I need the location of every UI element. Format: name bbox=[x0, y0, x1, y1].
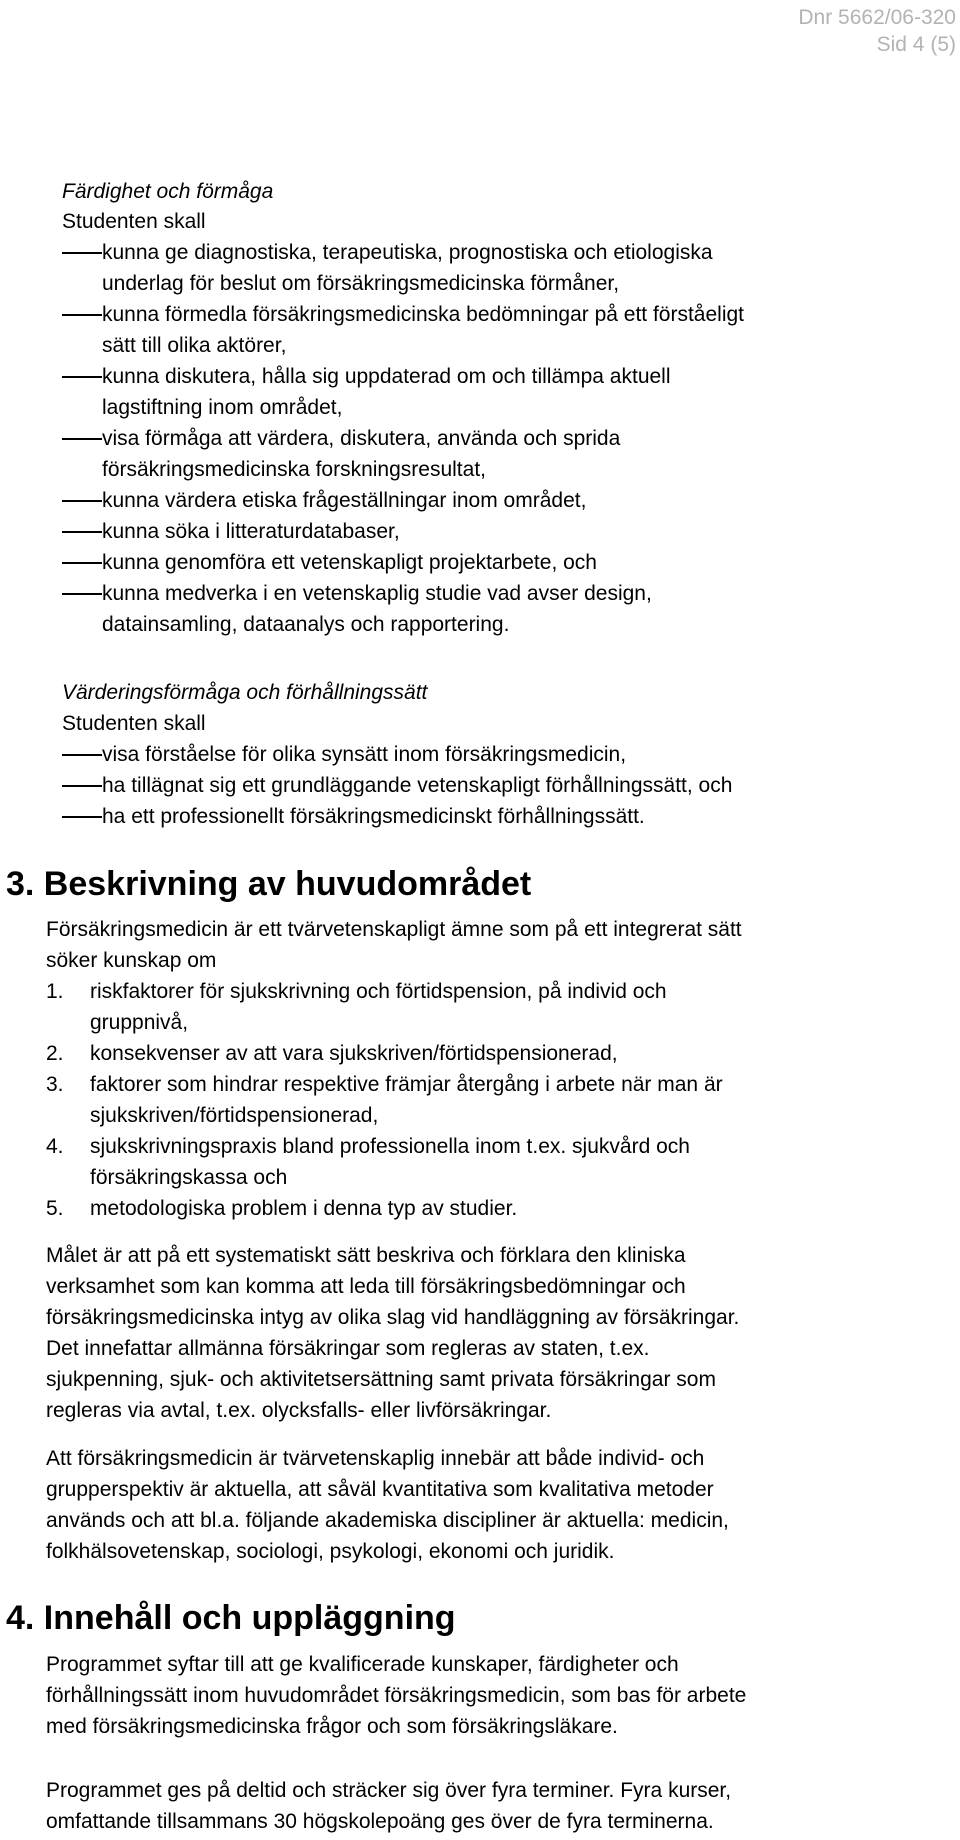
skill-item-3-line-2: lagstiftning inom området, bbox=[102, 396, 343, 419]
bullet-dash bbox=[62, 314, 102, 316]
bullet-dash bbox=[62, 754, 102, 756]
skill-item-4-line-2: försäkringsmedicinska forskningsresultat, bbox=[102, 458, 486, 481]
skill-item-5: kunna värdera etiska frågeställningar inom området, bbox=[102, 489, 587, 512]
section-3-para-2-line-4: folkhälsovetenskap, sociologi, psykologi, ekonomi och juridik. bbox=[46, 1540, 615, 1563]
skill-item-2-line-1: kunna förmedla försäkringsmedicinska bedömningar på ett förståeligt bbox=[102, 303, 745, 326]
skill-item-1-line-2: underlag för beslut om försäkringsmedicinska förmåner, bbox=[102, 272, 620, 295]
skill-item-6: kunna söka i litteraturdatabaser, bbox=[102, 520, 400, 543]
bullet-dash bbox=[62, 816, 102, 818]
list-number: 4. bbox=[46, 1135, 64, 1158]
bullet-dash bbox=[62, 593, 102, 595]
list-item-2: konsekvenser av att vara sjukskriven/förtidspensionerad, bbox=[90, 1042, 618, 1065]
section-3-para-1-line-2: verksamhet som kan komma att leda till försäkringsbedömningar och bbox=[46, 1275, 686, 1298]
bullet-dash bbox=[62, 785, 102, 787]
skill-item-3-line-1: kunna diskutera, hålla sig uppdaterad om och tillämpa aktuell bbox=[102, 365, 671, 388]
bullet-dash bbox=[62, 376, 102, 378]
values-intro: Studenten skall bbox=[62, 712, 206, 735]
list-number: 3. bbox=[46, 1073, 64, 1096]
skill-item-8-line-2: datainsamling, dataanalys och rapportering. bbox=[102, 613, 510, 636]
skills-intro: Studenten skall bbox=[62, 210, 206, 233]
page-number: Sid 4 (5) bbox=[876, 33, 956, 56]
list-item-3-line-1: faktorer som hindrar respektive främjar återgång i arbete när man är bbox=[90, 1073, 723, 1096]
section-4-para-2-line-2: omfattande tillsammans 30 högskolepoäng ges över de fyra terminerna. bbox=[46, 1810, 714, 1833]
bullet-dash bbox=[62, 562, 102, 564]
section-3-para-1-line-6: regleras via avtal, t.ex. olycksfalls- eller livförsäkringar. bbox=[46, 1399, 552, 1422]
section-3-heading: 3. Beskrivning av huvudområdet bbox=[6, 865, 532, 903]
section-3-intro-line-1: Försäkringsmedicin är ett tvärvetenskapligt ämne som på ett integrerat sätt bbox=[46, 918, 742, 941]
values-item-1: visa förståelse för olika synsätt inom försäkringsmedicin, bbox=[102, 743, 627, 766]
bullet-dash bbox=[62, 531, 102, 533]
list-number: 2. bbox=[46, 1042, 64, 1065]
section-3-para-1-line-3: försäkringsmedicinska intyg av olika slag vid handläggning av försäkringar. bbox=[46, 1306, 740, 1329]
list-item-5: metodologiska problem i denna typ av studier. bbox=[90, 1197, 518, 1220]
values-item-3: ha ett professionellt försäkringsmedicinskt förhållningssätt. bbox=[102, 805, 645, 828]
list-item-4-line-1: sjukskrivningspraxis bland professionella inom t.ex. sjukvård och bbox=[90, 1135, 690, 1158]
list-item-1-line-1: riskfaktorer för sjukskrivning och förtidspension, på individ och bbox=[90, 980, 667, 1003]
skills-title: Färdighet och förmåga bbox=[62, 180, 274, 203]
bullet-dash bbox=[62, 438, 102, 440]
skill-item-1-line-1: kunna ge diagnostiska, terapeutiska, prognostiska och etiologiska bbox=[102, 241, 713, 264]
section-3-para-2-line-1: Att försäkringsmedicin är tvärvetenskaplig innebär att både individ- och bbox=[46, 1447, 705, 1470]
section-4-para-1-line-3: med försäkringsmedicinska frågor och som försäkringsläkare. bbox=[46, 1715, 618, 1738]
list-item-4-line-2: försäkringskassa och bbox=[90, 1166, 288, 1189]
section-4-para-1-line-2: förhållningssätt inom huvudområdet försäkringsmedicin, som bas för arbete bbox=[46, 1684, 747, 1707]
skill-item-4-line-1: visa förmåga att värdera, diskutera, använda och sprida bbox=[102, 427, 621, 450]
values-title: Värderingsförmåga och förhållningssätt bbox=[62, 681, 428, 704]
section-4-heading: 4. Innehåll och uppläggning bbox=[6, 1599, 456, 1637]
list-number: 1. bbox=[46, 980, 64, 1003]
document-number: Dnr 5662/06-320 bbox=[798, 6, 956, 29]
section-3-para-2-line-2: grupperspektiv är aktuella, att såväl kvantitativa som kvalitativa metoder bbox=[46, 1478, 714, 1501]
skill-item-8-line-1: kunna medverka i en vetenskaplig studie vad avser design, bbox=[102, 582, 652, 605]
section-3-intro-line-2: söker kunskap om bbox=[46, 949, 217, 972]
list-item-1-line-2: gruppnivå, bbox=[90, 1011, 189, 1034]
list-number: 5. bbox=[46, 1197, 64, 1220]
document-header bbox=[798, 4, 956, 58]
section-4-para-1-line-1: Programmet syftar till att ge kvalificerade kunskaper, färdigheter och bbox=[46, 1653, 679, 1676]
section-3-para-2-line-3: används och att bl.a. följande akademiska discipliner är aktuella: medicin, bbox=[46, 1509, 729, 1532]
skill-item-2-line-2: sätt till olika aktörer, bbox=[102, 334, 287, 357]
section-3-para-1-line-4: Det innefattar allmänna försäkringar som regleras av staten, t.ex. bbox=[46, 1337, 650, 1360]
list-item-3-line-2: sjukskriven/förtidspensionerad, bbox=[90, 1104, 379, 1127]
section-4-para-2-line-1: Programmet ges på deltid och sträcker sig över fyra terminer. Fyra kurser, bbox=[46, 1779, 732, 1802]
skill-item-7: kunna genomföra ett vetenskapligt projektarbete, och bbox=[102, 551, 597, 574]
bullet-dash bbox=[62, 252, 102, 254]
section-3-para-1-line-5: sjukpenning, sjuk- och aktivitetsersättning samt privata försäkringar som bbox=[46, 1368, 716, 1391]
bullet-dash bbox=[62, 500, 102, 502]
values-item-2: ha tillägnat sig ett grundläggande vetenskapligt förhållningssätt, och bbox=[102, 774, 733, 797]
section-3-para-1-line-1: Målet är att på ett systematiskt sätt beskriva och förklara den kliniska bbox=[46, 1244, 686, 1267]
